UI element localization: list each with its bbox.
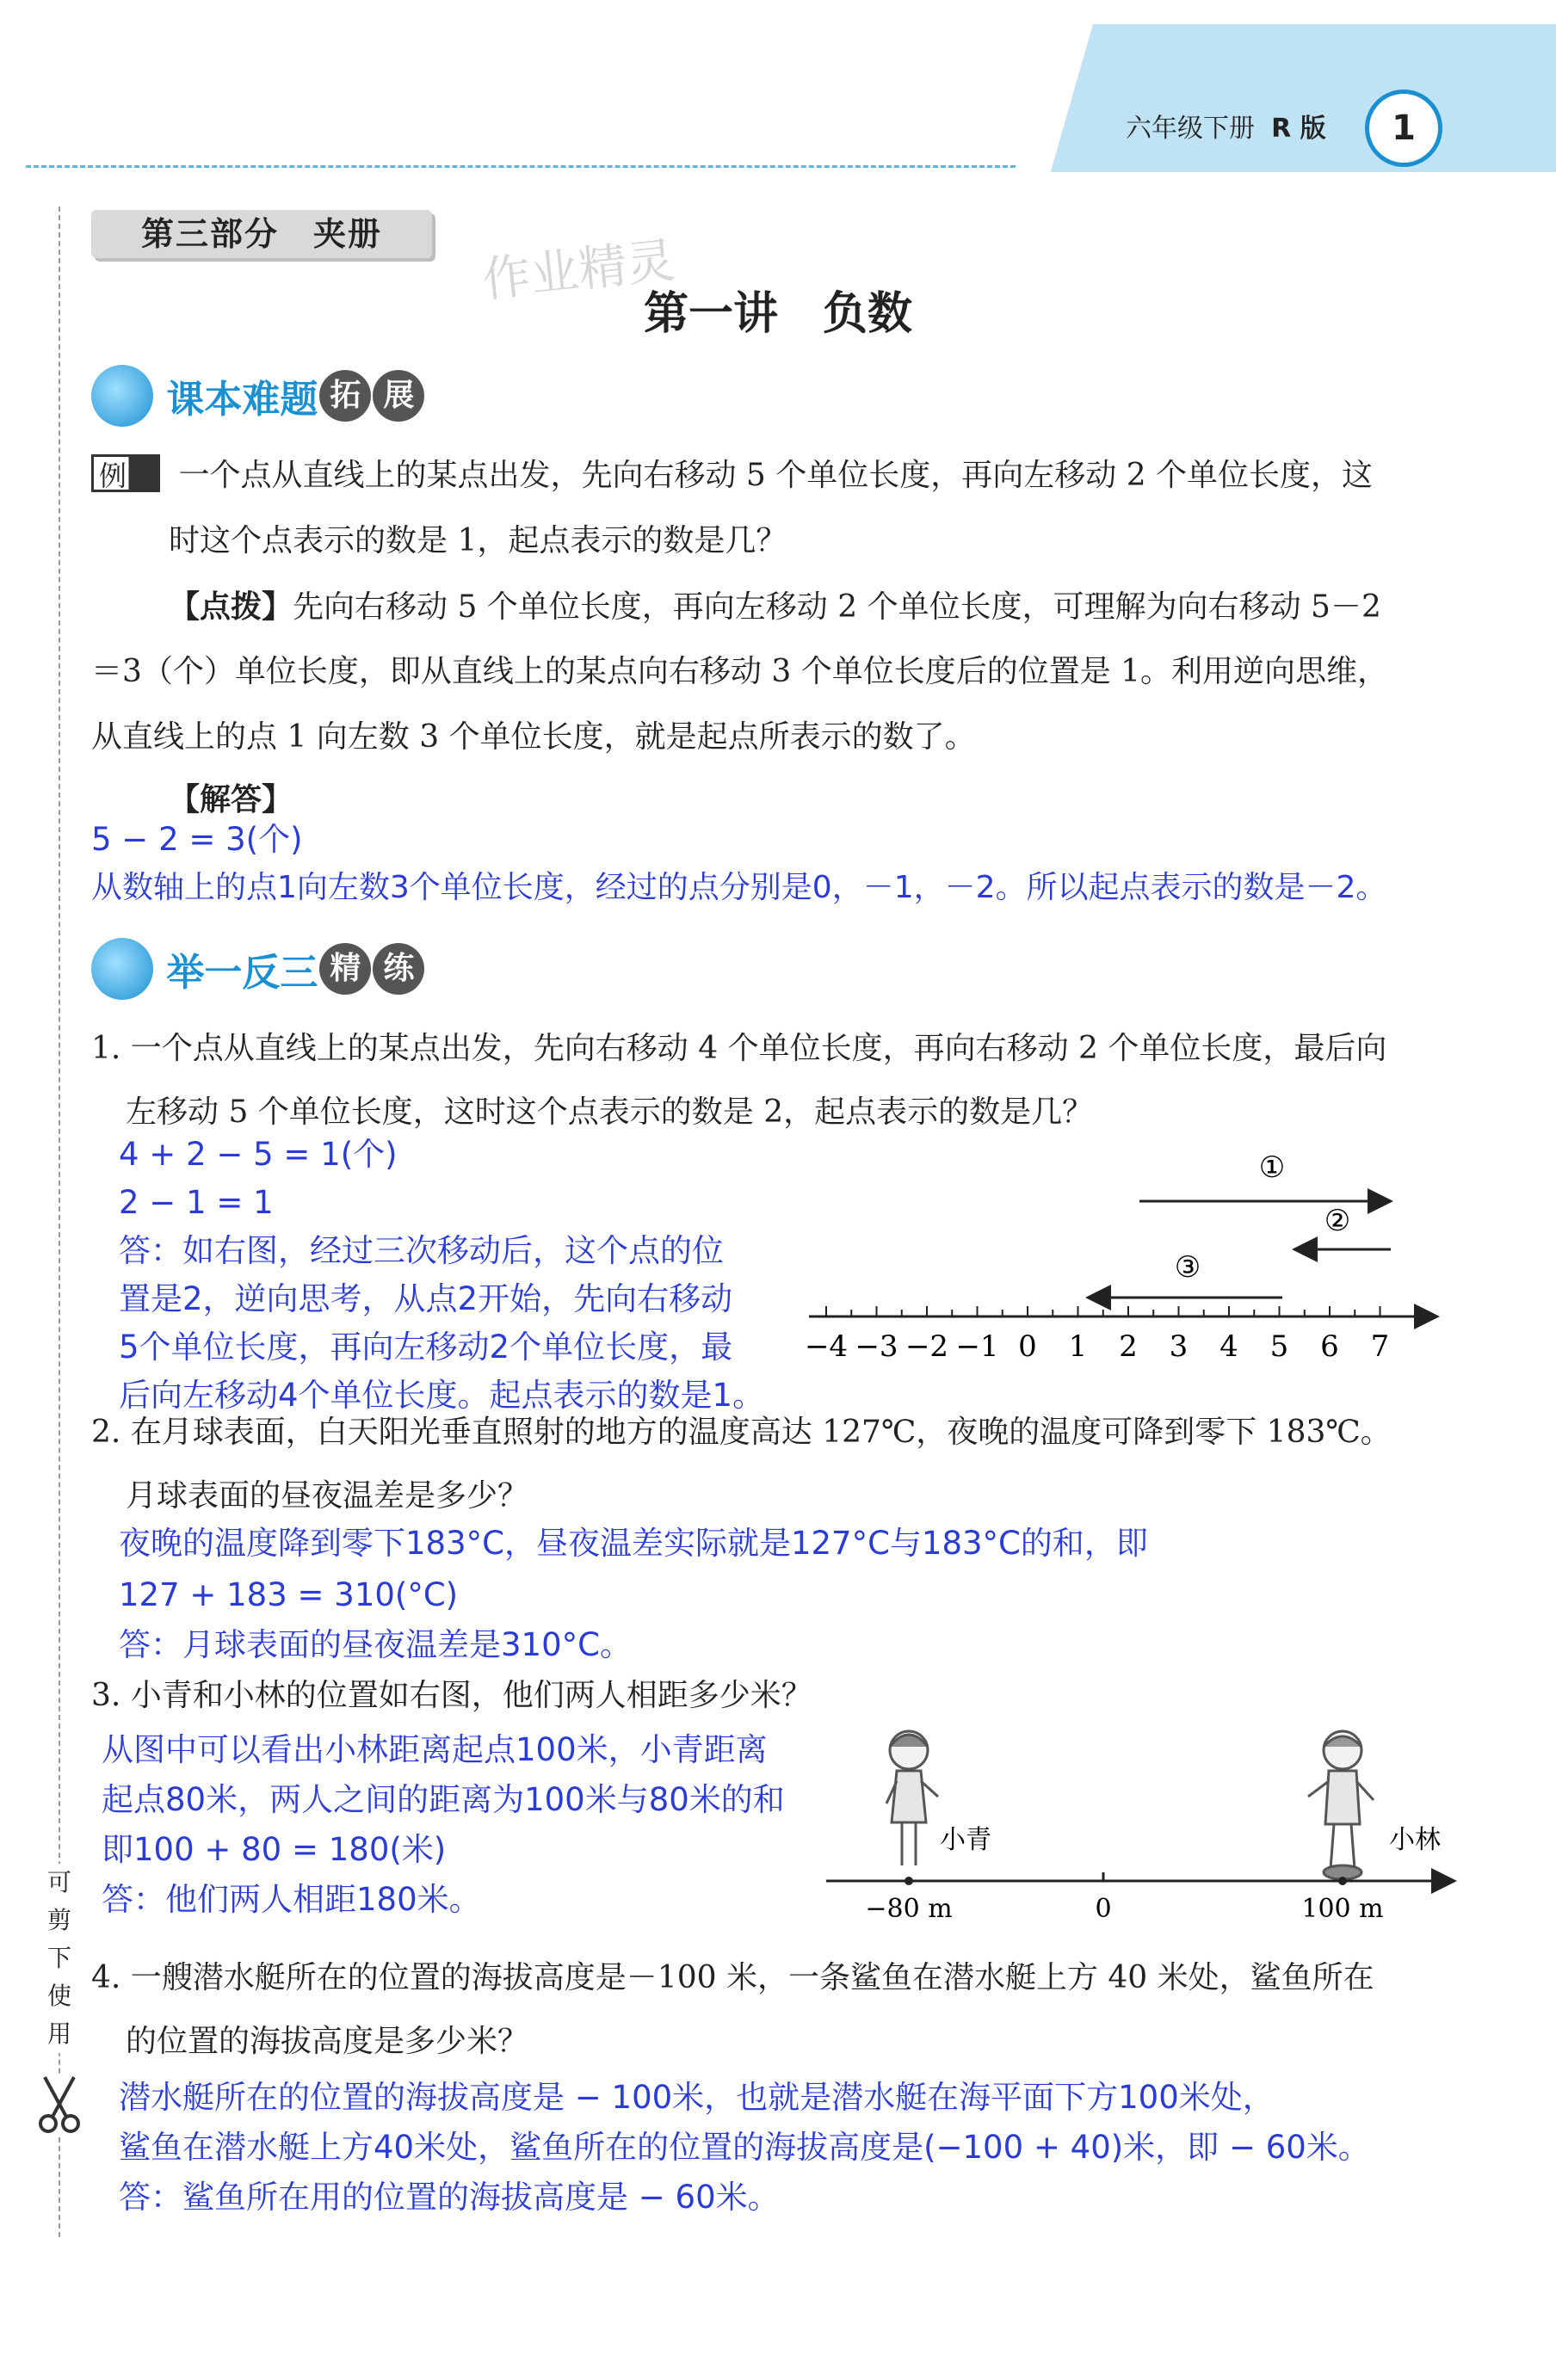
q4-answer-1: 潜水艇所在的位置的海拔高度是 − 100米，也就是潜水艇在海平面下方100米处， [119,2079,1275,2116]
q2-line1: 2. 在月球表面，白天阳光垂直照射的地方的温度高达 127℃，夜晚的温度可降到零下 183℃。 [91,1415,1392,1450]
example-question-line2: 时这个点表示的数是 1，起点表示的数是几？ [169,523,787,558]
header-band [1024,24,1556,172]
mascot-icon [91,938,153,1000]
number-line-tick-label: −1 [955,1329,999,1364]
label-origin: 0 [1095,1894,1112,1924]
q2-line2: 月球表面的昼夜温差是多少？ [126,1478,529,1514]
banner-practice: 举一反三 精 练 [91,938,424,1007]
q4-answer-3: 答：鲨鱼所在用的位置的海拔高度是 − 60米。 [119,2179,780,2216]
q1-number-line-diagram [800,1136,1454,1377]
number-line-tick-label: 7 [1370,1329,1390,1364]
number-line-tick-label: 5 [1269,1329,1289,1364]
example-answer-line2: 从数轴上的点1向左数3个单位长度，经过的点分别是0，－1，－2。所以起点表示的数是－2。 [91,870,1387,905]
example-answer-line1: 5 − 2 = 3(个) [91,821,303,858]
arrow-label-2: ② [1324,1204,1351,1238]
q1-answer-5: 5个单位长度，再向左移动2个单位长度，最 [119,1329,733,1366]
q1-answer-4: 置是2，逆向思考，从点2开始，先向右移动 [119,1280,733,1317]
q3-answer-1: 从图中可以看出小林距离起点100米，小青距离 [102,1731,768,1768]
header-grade: 六年级下册 R 版 [1126,114,1326,144]
example-hint-line3: 从直线上的点 1 向左数 3 个单位长度，就是起点所表示的数了。 [91,719,976,755]
arrow-label-1: ① [1258,1150,1286,1185]
q2-answer-2: 127 + 183 = 310(°C) [119,1576,459,1613]
girl-figure-icon [886,1731,938,1865]
number-line-tick-label: 2 [1119,1329,1138,1364]
cut-note: 可 剪 下 使 用 [46,1864,72,2053]
watermark: 作业精灵 [479,232,678,309]
name-label-right: 小林 [1389,1825,1441,1855]
example-hint: 【点拨】先向右移动 5 个单位长度，再向左移动 2 个单位长度，可理解为向右移动 5－2 [169,589,1381,625]
banner-textbook-problems: 课本难题 拓 展 [91,365,424,434]
label-left: −80 m [865,1894,953,1924]
section-tag: 第三部分 夹册 [91,210,432,258]
q3-answer-4: 答：他们两人相距180米。 [102,1881,481,1918]
lesson-title: 第一讲 负数 [643,288,912,340]
q1-line1: 1. 一个点从直线上的某点出发，先向右移动 4 个单位长度，再向右移动 2 个单位长度，最后向 [91,1031,1387,1066]
page-number: 1 [1365,89,1442,167]
example-question: 例 一个点从直线上的某点出发，先向右移动 5 个单位长度，再向左移动 2 个单位长度，这 [91,453,1503,499]
q1-answer-2: 2 − 1 = 1 [119,1184,274,1221]
q3-line1: 3. 小青和小林的位置如右图，他们两人相距多少米？ [91,1678,812,1713]
label-right: 100 m [1301,1894,1384,1924]
q1-answer-6: 后向左移动4个单位长度。起点表示的数是1。 [119,1377,765,1414]
number-line-tick-label: −4 [804,1329,849,1364]
point-right [1338,1877,1347,1885]
q2-answer-3: 答：月球表面的昼夜温差是310°C。 [119,1626,632,1663]
arrow-label-3: ③ [1174,1250,1201,1285]
example-hint-line2: ＝3（个）单位长度，即从直线上的某点向右移动 3 个单位长度后的位置是 1。利用逆向思维， [91,654,1389,689]
point-left [905,1877,913,1885]
scissors-icon [36,2074,83,2137]
number-line-tick-label: 0 [1018,1329,1037,1364]
number-line-tick-label: 1 [1068,1329,1088,1364]
boy-figure-icon [1308,1731,1374,1879]
mascot-icon [91,365,153,427]
header-dashed-line [26,165,1016,168]
number-line-ticks [805,1306,1389,1364]
name-label-left: 小青 [940,1825,991,1855]
q4-answer-2: 鲨鱼在潜水艇上方40米处，鲨鱼所在的位置的海拔高度是(−100 + 40)米，即 − 60米。 [119,2129,1370,2166]
number-line-tick-label: −3 [855,1329,898,1364]
example-answer-label: 【解答】 [169,781,293,817]
q3-position-diagram [818,1721,1463,1927]
q3-answer-3: 即100 + 80 = 180(米) [102,1831,447,1868]
q2-answer-1: 夜晚的温度降到零下183°C，昼夜温差实际就是127°C与183°C的和，即 [119,1525,1148,1562]
number-line-tick-label: 3 [1169,1329,1189,1364]
number-line-tick-label: 6 [1320,1329,1339,1364]
number-line-tick-label: 4 [1219,1329,1238,1364]
q1-answer-3: 答：如右图，经过三次移动后，这个点的位 [119,1232,724,1269]
number-line-tick-label: −2 [905,1329,949,1364]
q4-line2: 的位置的海拔高度是多少米？ [126,2024,529,2059]
q1-answer-1: 4 + 2 − 5 = 1(个) [119,1136,398,1173]
q1-line2: 左移动 5 个单位长度，这时这个点表示的数是 2，起点表示的数是几？ [126,1094,1094,1130]
example-label: 例 [91,454,160,492]
q4-line1: 4. 一艘潜水艇所在的位置的海拔高度是－100 米，一条鲨鱼在潜水艇上方 40 米处，鲨鱼所在 [91,1960,1374,1995]
q3-answer-2: 起点80米，两人之间的距离为100米与80米的和 [102,1781,785,1818]
